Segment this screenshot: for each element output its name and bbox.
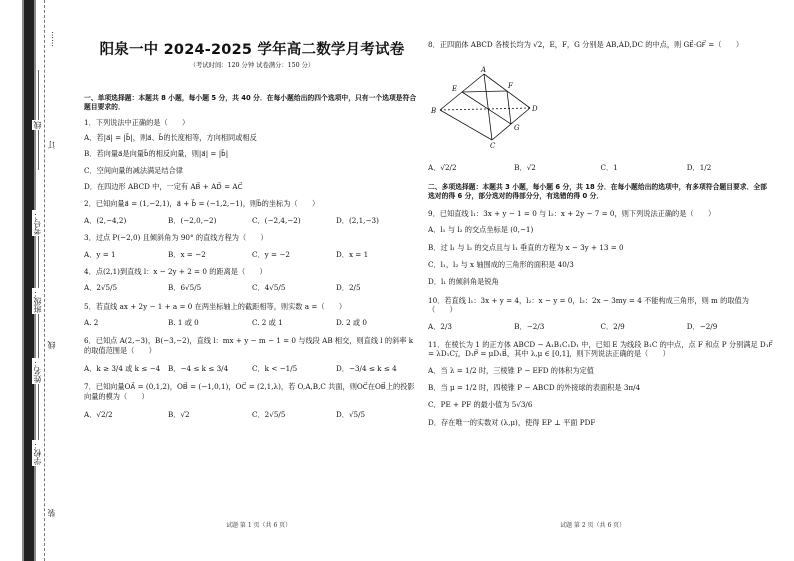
- q11-option-a: A．当 λ = 1/2 时，三棱锥 P − EFD 的体积为定值: [428, 365, 594, 375]
- section-multi-choice: 二、多项选择题：本题共 3 小题，每小题 6 分，共 18 分．在每小题给出的选项中，有多项符合题目要求．全部选对的得 6 分，部分选对的得部分分，有选错的得 0 分．: [428, 183, 767, 201]
- q11-option-d: D．存在唯一的实数对 (λ,μ)，使得 EP ⊥ 平面 PDF: [428, 417, 596, 427]
- q7-option-d: D．√5/5: [336, 410, 366, 420]
- label-c: C: [490, 142, 496, 150]
- q10-option-d: D．−2/9: [686, 321, 718, 331]
- question-7: 7．已知向量OA⃗ = (0,1,2)，OB⃗ = (−1,0,1)，OC⃗ = (2,1,λ)，若 O,A,B,C 共面，则OC⃗在OB⃗上的投影向量的模为（ ）: [84, 382, 415, 401]
- cut-line: [44, 0, 45, 561]
- q11-option-b: B．当 μ = 1/2 时，四棱锥 P − ABCD 的外接球的表面积是 3π/4: [428, 382, 641, 392]
- tetrahedron-figure: [428, 66, 548, 150]
- q1-option-a: A．若|a⃗| = |b⃗|，则a⃗、b⃗的长度相等，方向相同或相反: [84, 133, 257, 143]
- q10-option-c: C．2/9: [600, 321, 625, 331]
- q4-option-a: A．2√5/5: [84, 283, 118, 293]
- q6-option-b: B．−4 ≤ k ≤ 3/4: [168, 364, 229, 374]
- question-5: 5．若直线 ax + 2y − 1 + a = 0 在两坐标轴上的截距相等，则实数 a =（ ）: [84, 301, 347, 311]
- question-3: 3．过点 P(−2,0) 且倾斜角为 90° 的直线方程为（ ）: [84, 233, 268, 243]
- label-f: F: [508, 82, 513, 90]
- binding-black-bar: [24, 0, 34, 561]
- q5-options: [84, 318, 420, 327]
- q2-option-c: C．(−2,4,−2): [252, 215, 301, 225]
- label-b: B: [431, 107, 437, 115]
- exam-subtitle: （考试时间：120 分钟 试卷满分：150 分）: [189, 62, 315, 69]
- question-6: 6．已知点 A(2,−3)，B(−3,−2)，直线 l：mx + y − m − 1 = 0 与线段 AB 相交，则直线 l 的斜率 k 的取值范围是（ ）: [84, 336, 414, 355]
- q3-option-c: C．y = −2: [252, 249, 290, 259]
- q5-option-a: A. 2: [84, 317, 99, 327]
- q2-option-d: D．(2,1,−3): [336, 215, 379, 225]
- section-single-choice: 一、单项选择题：本题共 8 小题，每小题 5 分，共 40 分．在每小题给出的四个选项中，只有一个选项是符合题目要求的．: [84, 94, 417, 111]
- segment-ef: [462, 91, 507, 92]
- segment-fg: [507, 91, 511, 124]
- q1-option-c: C．空间向量的减法满足结合律: [84, 165, 183, 175]
- question-8-block: [428, 40, 773, 49]
- binding-label-line: 线: [33, 121, 42, 129]
- q2-option-b: B．(−2,0,−2): [168, 215, 217, 225]
- q2-options: [84, 216, 420, 225]
- q7-options: [84, 410, 420, 419]
- q7-option-b: B．√2: [168, 410, 190, 420]
- q5-option-b: B. 1 或 0: [168, 317, 199, 327]
- q10-option-b: B．−2/3: [514, 321, 545, 331]
- q3-option-a: A．y = 1: [84, 249, 116, 259]
- q3-option-d: D．x = 1: [336, 249, 369, 259]
- q7-option-c: C．2√5/5: [252, 410, 286, 420]
- q4-option-b: B．6√5/5: [168, 283, 202, 293]
- q4-option-d: D．2/5: [336, 283, 361, 293]
- q4-option-c: C．4√5/5: [252, 283, 286, 293]
- binding-dots: ……: [46, 31, 55, 47]
- exam-title: 阳泉一中 2024-2025 学年高二数学月考试卷: [99, 42, 405, 58]
- q5-option-c: C. 2 或 1: [252, 317, 283, 327]
- binding-label-order: 订: [47, 141, 56, 149]
- q1-option-d: D．在四边形 ABCD 中，一定有 AB⃗ + AD⃗ = AC⃗: [84, 182, 243, 192]
- q8-option-c: C．1: [600, 163, 618, 172]
- question-4: 4．点(2,1)到直线 l：x − 2y + 2 = 0 的距离是（ ）: [84, 266, 267, 276]
- q2-option-a: A．(2,−4,2): [84, 215, 127, 225]
- q5-option-d: D. 2 或 0: [336, 317, 367, 327]
- label-e: E: [452, 85, 458, 93]
- binding-strip: [0, 0, 58, 561]
- binding-label-line-2: 线: [47, 341, 56, 349]
- q6-option-c: C．k < −1/5: [252, 364, 298, 374]
- q3-options: [84, 250, 420, 259]
- binding-label-bind: 装: [47, 509, 56, 517]
- q9-option-b: B．过 l₁ 与 l₂ 的交点且与 l₁ 垂直的方程为 x − 3y + 13 = 0: [428, 242, 624, 252]
- question-1: 1．下列说法中正确的是（ ）: [84, 117, 190, 127]
- right-column: [428, 163, 773, 427]
- q6-option-d: D．−3/4 ≤ k ≤ 4: [336, 364, 397, 374]
- q1-option-b: B．若向量a⃗是向量b⃗的相反向量，则|a⃗| = |b⃗|: [84, 149, 229, 159]
- q10-option-a: A．2/3: [428, 321, 452, 331]
- edge-bc: [440, 110, 492, 140]
- question-9: 9．已知直线 l₁：3x + y − 1 = 0 与 l₂：x + 2y − 7 = 0，则下列说法正确的是（ ）: [428, 209, 716, 219]
- q8-option-a: A．√2/2: [428, 163, 457, 172]
- label-a: A: [481, 66, 487, 74]
- question-2: 2．已知向量a⃗ = (1,−2,1)，a⃗ + b⃗ = (−1,2,−1)，则b⃗的坐标为（ ）: [84, 199, 320, 209]
- page-footer-2: 试题 第 2 页（共 6 页）: [560, 522, 626, 529]
- q3-option-b: B．x = −2: [168, 249, 206, 259]
- q8-option-d: D．1/2: [686, 163, 712, 172]
- binding-label-class: 班级：: [33, 289, 42, 313]
- page-footer-1: 试题 第 1 页（共 6 页）: [226, 522, 292, 529]
- q6-options: [84, 364, 420, 373]
- label-d: D: [532, 105, 538, 113]
- label-g: G: [514, 124, 520, 132]
- q9-option-c: C．l₁，l₂ 与 x 轴围成的三角形的面积是 40/3: [428, 260, 574, 270]
- q7-option-a: A．√2/2: [84, 410, 113, 420]
- question-10: 10．若直线 l₁：3x + y = 4，l₂：x − y = 0，l₃：2x − 3my = 4 不能构成三角形，则 m 的取值为（ ）: [428, 295, 749, 315]
- field-line: [38, 230, 39, 290]
- q6-option-a: A．k ≥ 3/4 或 k ≤ −4: [84, 364, 161, 374]
- binding-label-name: 姓名：: [33, 359, 42, 383]
- q9-option-d: D．l₁ 的倾斜角是锐角: [428, 277, 499, 287]
- q11-option-c: C．PE + PF 的最小值为 5√3/6: [428, 400, 533, 410]
- q4-options: [84, 283, 420, 292]
- left-column: [84, 94, 420, 419]
- edge-bd: [440, 108, 530, 110]
- q8-options: [428, 163, 773, 172]
- q10-options: [428, 322, 773, 331]
- question-11: 11．在棱长为 1 的正方体 ABCD − A₁B₁C₁D₁ 中，已知 E 为线段 B₁C 的中点，点 F 和点 P 分别满足 D₁F⃗ = λD₁C₁⃗，D₁P⃗ = μD₁B⃗，其中 λ,μ ∈ [0,1]，则下列说法正确的是（ ）: [428, 339, 773, 359]
- binding-label-school: 学校：: [33, 441, 42, 465]
- binding-label-exam-no: 考号：: [33, 211, 42, 235]
- question-8: 8．正四面体 ABCD 各棱长均为 √2，E，F，G 分别是 AB,AD,DC 的中点，则 GE⃗·GF⃗ =（ ）: [428, 40, 744, 49]
- q9-option-a: A．l₁ 与 l₂ 的交点坐标是 (0,−1): [428, 225, 534, 235]
- q8-option-b: B．√2: [514, 163, 536, 172]
